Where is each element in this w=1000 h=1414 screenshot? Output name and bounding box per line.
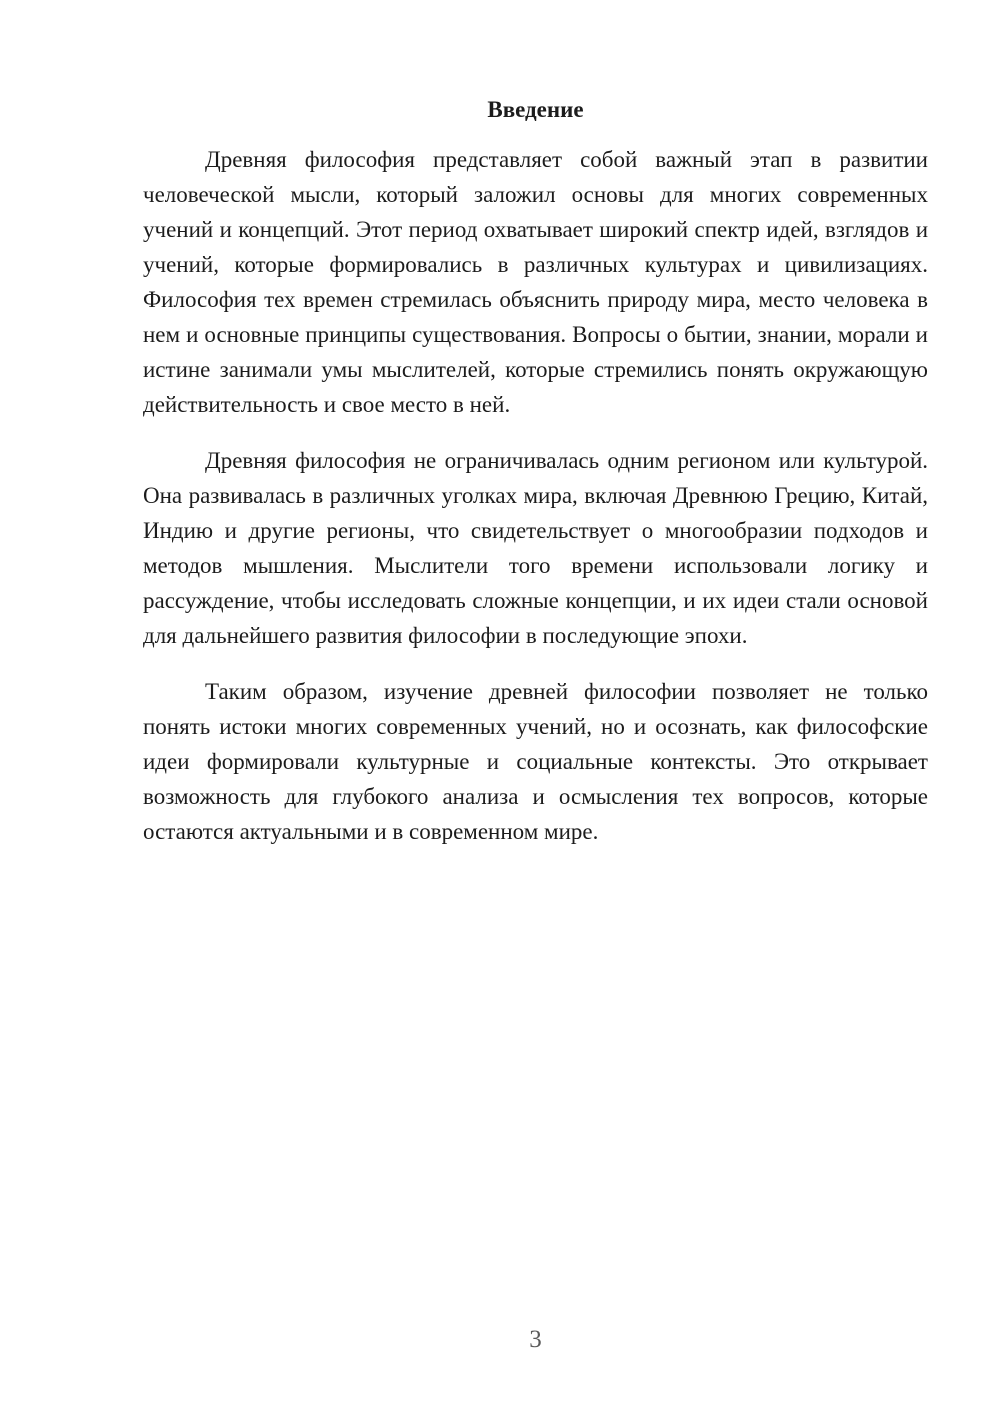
page-title: Введение [487, 97, 584, 122]
paragraph: Таким образом, изучение древней философии позволяет не только понять истоки многих современных учений, но и осознать, как философские идеи формировали культурные и социальные контексты. Это открывает возможность для глубокого анализа и осмысления тех вопросов, которые остаются актуальными и в современном мире. [143, 679, 928, 844]
page-number: 3 [529, 1326, 542, 1353]
paragraph: Древняя философия представляет собой важный этап в развитии человеческой мысли, который заложил основы для многих современных учений и концепций. Этот период охватывает широкий спектр идей, взглядов и учений, которые формировались в различных культурах и цивилизациях. Философия тех времен стремилась объяснить природу мира, место человека в нем и основные принципы существования. Вопросы о бытии, знании, морали и истине занимали умы мыслителей, которые стремились понять окружающую действительность и свое место в ней. [143, 147, 928, 417]
paragraph: Древняя философия не ограничивалась одним регионом или культурой. Она развивалась в различных уголках мира, включая Древнюю Грецию, Китай, Индию и другие регионы, что свидетельствует о многообразии подходов и методов мышления. Мыслители того времени использовали логику и рассуждение, чтобы исследовать сложные концепции, и их идеи стали основой для дальнейшего развития философии в последующие эпохи. [143, 448, 928, 648]
